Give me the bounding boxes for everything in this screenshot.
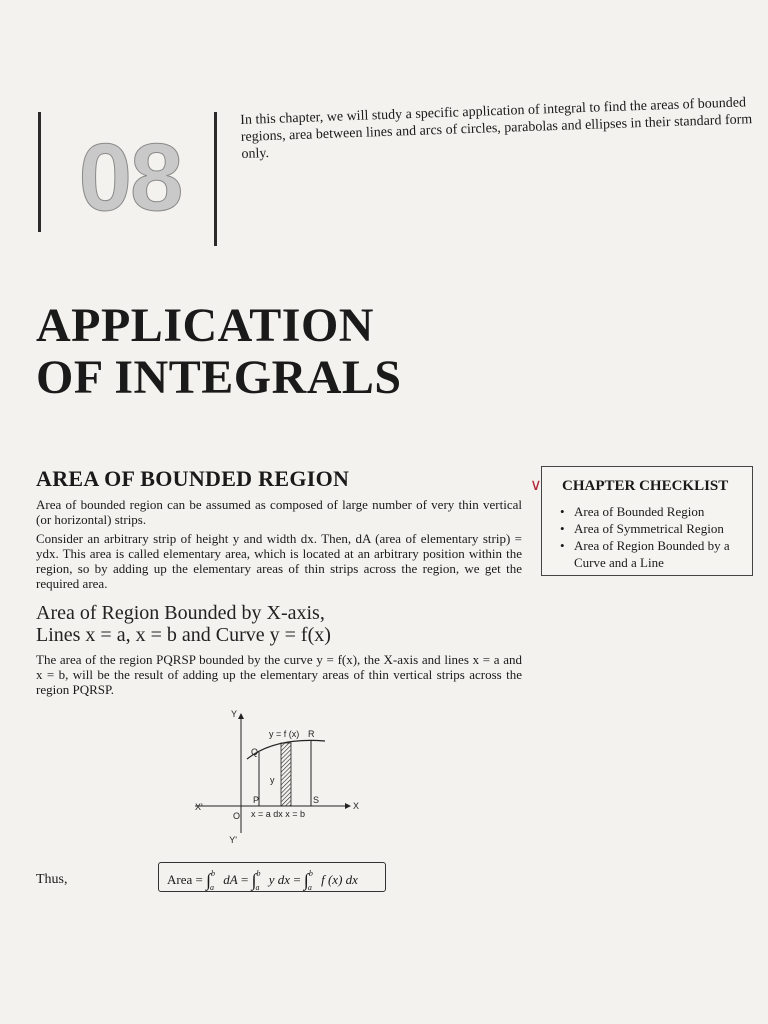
integral-sign-icon: ∫ — [206, 870, 212, 890]
label-strip-height: y — [270, 775, 275, 785]
section-paragraph-2: Consider an arbitrary strip of height y and width dx. Then, dA (area of elementary strip) = ydx. This area is called elementary area, which is located at an arbitrary position within the region, so by adding up the elementary areas of thin strips across the region, we get the required area. — [36, 531, 522, 591]
formula-da: dA — [223, 872, 238, 887]
y-axis-arrow — [238, 713, 244, 719]
label-x-axis-neg: X' — [195, 802, 203, 812]
label-y-axis-neg: Y' — [229, 835, 237, 845]
label-y-axis: Y — [230, 709, 237, 719]
chapter-title-line1: APPLICATION — [36, 299, 374, 352]
limits: ba — [255, 869, 261, 892]
chapter-title — [36, 300, 402, 404]
area-formula-box: Area = ∫$^{ba}$ dA = ∫$^{ba}$ y dx = ∫$^{ba}$ f (x) dx — [158, 862, 386, 892]
limits: ba — [210, 869, 216, 892]
section-paragraph-1: Area of bounded region can be assumed as composed of large number of very thin vertical (or horizontal) strips. — [36, 497, 522, 527]
label-q: Q — [251, 747, 259, 757]
area-diagram — [195, 705, 365, 845]
checklist-item: • Area of Symmetrical Region — [560, 520, 752, 537]
subsection-heading — [36, 602, 331, 646]
checklist-item: • Area of Bounded Region — [560, 503, 752, 520]
formula-fx: f (x) dx — [321, 872, 358, 887]
integral-sign-icon: ∫ — [251, 870, 257, 890]
subsection-paragraph: The area of the region PQRSP bounded by the curve y = f(x), the X-axis and lines x = a and x = b, will be the result of adding up the elementary areas of thin vertical strips across the region PQRSP. — [36, 652, 522, 697]
x-axis-arrow — [345, 803, 351, 809]
chapter-title-line2: OF INTEGRALS — [36, 351, 402, 404]
label-p: P — [253, 795, 260, 805]
chevron-down-icon: ∨ — [530, 475, 542, 494]
formula-area: Area — [167, 872, 193, 887]
elementary-strip — [281, 743, 291, 806]
chapter-number: 08 — [78, 124, 182, 231]
integral-sign-icon: ∫ — [303, 870, 309, 890]
formula-lead: Thus, — [36, 872, 68, 887]
subsection-heading-line1: Area of Region Bounded by X-axis, — [36, 602, 325, 624]
checklist-title: CHAPTER CHECKLIST — [562, 478, 729, 494]
limits: ba — [307, 869, 313, 892]
checklist-list — [560, 503, 752, 571]
label-origin: O — [233, 811, 241, 821]
chapter-rule-right — [214, 112, 217, 246]
label-s: S — [313, 795, 320, 805]
label-x-axis: X — [353, 801, 360, 811]
chapter-rule-left — [38, 112, 41, 232]
label-curve: y = f (x) — [269, 729, 300, 739]
label-bottom: x = a dx x = b — [251, 809, 306, 819]
checklist-item: • Area of Region Bounded by a Curve and a Line — [560, 537, 752, 571]
subsection-heading-line2: Lines x = a, x = b and Curve y = f(x) — [36, 624, 331, 646]
formula-ydx: y dx — [268, 872, 291, 887]
label-r: R — [308, 729, 315, 739]
chapter-intro: In this chapter, we will study a specific application of integral to find the areas of bounded regions, area between lines and arcs of circles, parabolas and ellipses in their standard form only. — [240, 95, 753, 162]
chapter-checklist — [530, 466, 753, 576]
section-heading: AREA OF BOUNDED REGION — [36, 466, 350, 491]
